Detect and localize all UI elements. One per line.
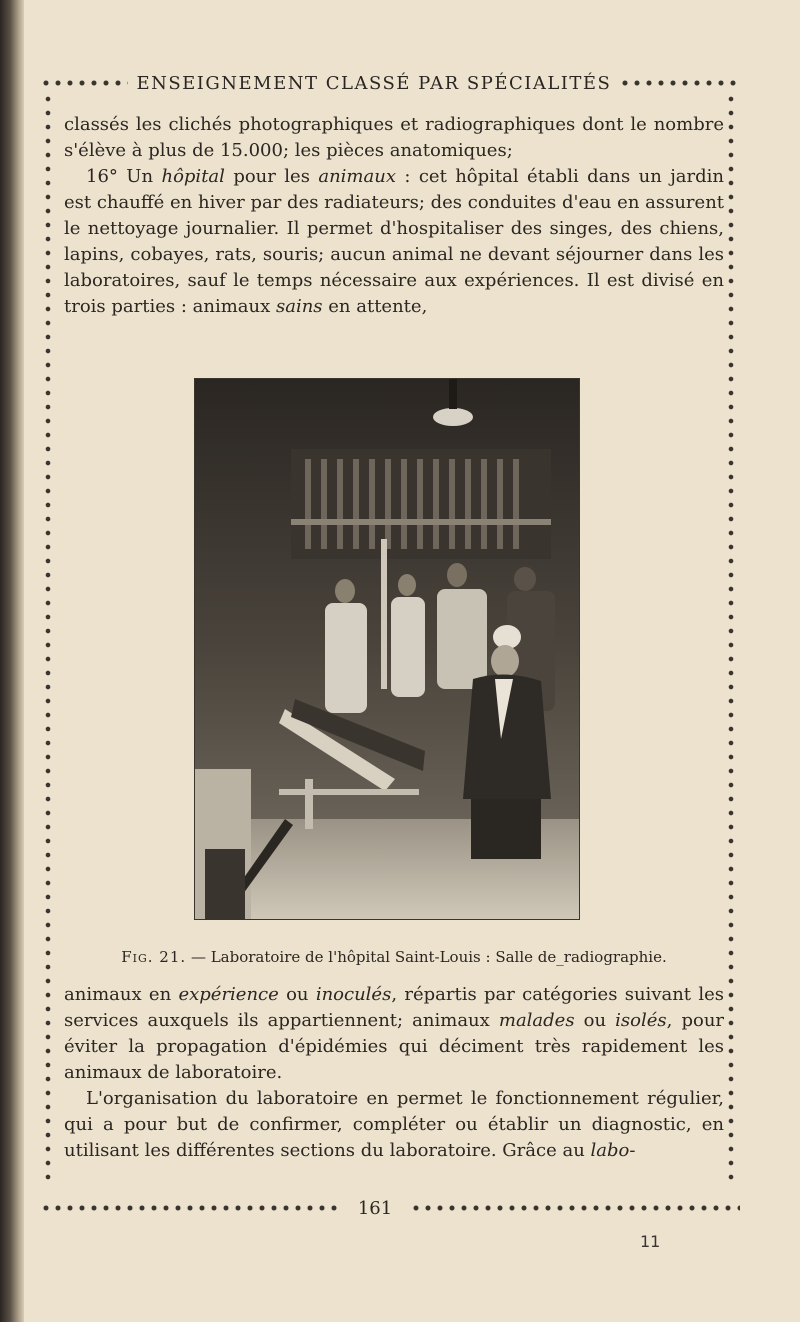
text-run: ou (278, 984, 316, 1005)
radiography-room-photo (195, 379, 579, 919)
page-number: 161 (357, 1197, 393, 1219)
text-run: , pour éviter la propagation d'épidémies qui déciment très rapidement les animaux de laboratoire. (64, 1010, 725, 1083)
figure-caption (64, 948, 724, 966)
text-run: classés les clichés photographiques et radiographiques dont le nombre s'élève à plus de 15.000; les pièces anatomiques; (64, 114, 724, 161)
ornamental-border-right (726, 92, 736, 1182)
text-run: L'organisation du laboratoire en permet le fonctionnement régulier, qui a pour but de confirmer, compléter ou établir un diagnostic, en utilisant les différentes sections du laboratoire. Grâce au (64, 1088, 724, 1161)
running-head-title: ENSEIGNEMENT CLASSÉ PAR SPÉCIALITÉS (136, 72, 612, 94)
paragraph (64, 1086, 724, 1164)
body-text-top (64, 112, 724, 320)
italic-text: sains (275, 296, 323, 317)
page-footer (40, 1196, 740, 1220)
italic-text: animaux (318, 166, 396, 187)
paragraph (64, 982, 724, 1086)
italic-text: expérience (178, 984, 279, 1005)
italic-text: malades (498, 1010, 575, 1031)
figure-label: Fig. 21. (121, 948, 187, 966)
ornament-dots-footer-right (410, 1203, 740, 1213)
running-head (40, 70, 740, 96)
body-text-bottom (64, 982, 724, 1164)
italic-text: labo- (590, 1140, 636, 1161)
text-run: pour les (224, 166, 319, 187)
text-run: : cet hôpital établi dans un jardin est chauffé en hiver par des radiateurs; des conduites d'eau en assurent le nettoyage journalier. Il permet d'hospitaliser des singes, des chiens, lapins, cobayes, rats, souris; aucun animal ne devant séjourner dans les laboratoires, sauf le temps nécessaire aux expériences. Il est divisé en trois parties : animaux (64, 166, 725, 317)
ornament-dots-right (619, 78, 740, 88)
text-run: ou (574, 1010, 616, 1031)
book-binding-edge (0, 0, 24, 1322)
text-run: en attente, (322, 296, 428, 317)
text-run: animaux en (64, 984, 179, 1005)
paragraph (64, 164, 724, 320)
text-run: 16° Un (86, 166, 162, 187)
italic-text: hôpital (161, 166, 225, 187)
text-run: , répartis par catégories suivant les services auxquels ils appartiennent; animaux (64, 984, 724, 1031)
paragraph (64, 112, 724, 164)
figure-caption-text: — Laboratoire de l'hôpital Saint-Louis : Salle de_radiographie. (186, 948, 667, 966)
figure-photograph (194, 378, 580, 920)
ornament-dots-left (40, 78, 128, 88)
italic-text: inoculés (315, 984, 392, 1005)
signature-number: 11 (640, 1232, 661, 1251)
ornamental-border-left (43, 92, 53, 1182)
ornament-dots-footer-left (40, 1203, 340, 1213)
italic-text: isolés (615, 1010, 667, 1031)
